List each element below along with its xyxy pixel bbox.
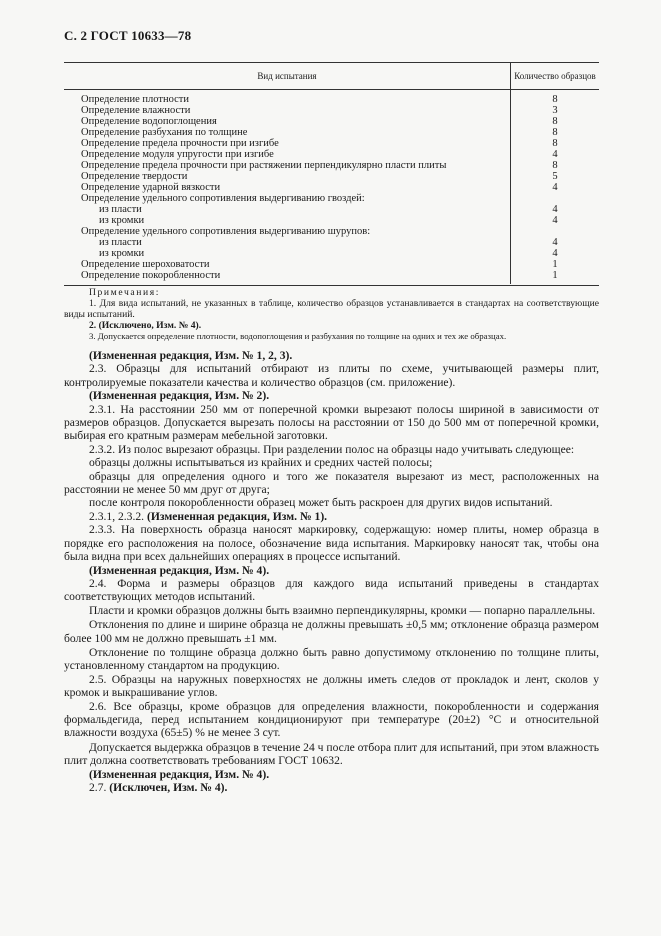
test-type-cell: Определение удельного сопротивления выдергиванию шурупов:	[81, 226, 371, 237]
sample-count-cell: 4	[511, 215, 600, 226]
rule-cell	[511, 284, 600, 286]
edition-note-1	[64, 510, 599, 523]
note-2-text: 2. (Исключено, Изм. № 4).	[89, 320, 202, 331]
table-row	[64, 149, 599, 160]
clause-2-3-1: 2.3.1. На расстоянии 250 мм от поперечной кромки вырезают полосы шириной в зависимости от размеров образцов. Допускается вырезать полосы на расстоянии от 150 до 500 мм от поперечной кромки, выбирая его кратным размерам мебельной заготовки.	[64, 402, 599, 443]
test-type-cell: из пласти	[99, 237, 142, 248]
sample-count-cell: 4	[511, 237, 600, 248]
sample-count-cell: 4	[511, 149, 600, 160]
test-type-cell: из кромки	[99, 248, 145, 259]
paragraph-edges: Пласти и кромки образцов должны быть взаимно перпендикулярны, кромки — попарно параллельны.	[89, 603, 596, 617]
page-header: С. 2 ГОСТ 10633—78	[64, 28, 192, 43]
sample-count-cell: 4	[511, 248, 600, 259]
column-header-test-type: Вид испытания	[64, 63, 511, 90]
edition-note-2	[64, 389, 599, 402]
rule-cell	[64, 284, 511, 286]
table-row	[64, 237, 599, 248]
table-row	[64, 160, 599, 171]
table-row	[64, 127, 599, 138]
test-type-cell: Определение предела прочности при растяжении перпендикулярно пласти плиты	[81, 160, 447, 171]
clause-ref: 2.7.	[89, 781, 107, 794]
test-type-cell: Определение влажности	[81, 105, 191, 116]
edition-note-1-2-3	[64, 349, 599, 362]
sample-count-cell: 5	[511, 171, 600, 182]
table-row	[64, 182, 599, 193]
table-notes	[64, 287, 599, 342]
table-row	[64, 138, 599, 149]
sample-count-cell: 8	[511, 90, 600, 106]
table-row	[64, 171, 599, 182]
document-body	[64, 349, 599, 794]
table-row	[64, 215, 599, 226]
table-row	[64, 90, 599, 106]
test-type-cell: Определение удельного сопротивления выдергиванию гвоздей:	[81, 193, 365, 204]
clause-ref: 2.3.1, 2.3.2.	[89, 509, 145, 523]
edition-note-4b	[64, 768, 599, 781]
table-row	[64, 226, 599, 237]
column-header-sample-count: Количество образцов	[511, 63, 600, 90]
list-item: после контроля покоробленности образец может быть раскроен для других видов испытаний.	[89, 496, 553, 510]
test-type-cell: Определение твердости	[81, 171, 188, 182]
test-type-cell: Определение модуля упругости при изгибе	[81, 149, 274, 160]
edition-note-text: (Измененная редакция, Изм. № 4).	[89, 767, 270, 781]
note-1: 1. Для вида испытаний, не указанных в таблице, количество образцов устанавливается в стандартах на соответствующие виды испытаний.	[64, 298, 599, 320]
clause-2-5: 2.5. Образцы на наружных поверхностях не должны иметь следов от прокладок и лент, сколов у кромок и выкрашивание углов.	[64, 672, 599, 700]
test-type-cell: из кромки	[99, 215, 145, 226]
table-row	[64, 259, 599, 270]
edition-note-text: (Измененная редакция, Изм. № 2).	[89, 389, 270, 403]
edition-note-text: (Измененная редакция, Изм. № 4).	[89, 563, 270, 577]
table-header-row	[64, 63, 599, 90]
table-body	[64, 90, 599, 286]
table-row	[64, 248, 599, 259]
test-type-cell: Определение шероховатости	[81, 259, 210, 270]
sample-count-cell: 8	[511, 116, 600, 127]
test-type-cell: Определение ударной вязкости	[81, 182, 221, 193]
sample-count-cell: 4	[511, 182, 600, 193]
edition-note-text: (Измененная редакция, Изм. № 1, 2, 3).	[89, 349, 293, 362]
clause-2-6: 2.6. Все образцы, кроме образцов для определения влажности, покоробленности и содержания формальдегида, перед испытанием кондиционируют при температуре (20±2) °C и относительной влажности воздуха (65±5) % не менее 3 сут.	[64, 699, 599, 740]
test-type-cell: Определение предела прочности при изгибе	[81, 138, 279, 149]
table-row	[64, 105, 599, 116]
table-row	[64, 193, 599, 204]
sample-count-cell: 3	[511, 105, 600, 116]
sample-count-cell: 4	[511, 204, 600, 215]
list-item: образцы для определения одного и того же показателя вырезают из мест, расположенных на расстоянии не менее 50 мм друг от друга;	[64, 469, 599, 497]
clause-2-3-2: 2.3.2. Из полос вырезают образцы. При разделении полос на образцы надо учитывать следующее:	[89, 442, 575, 456]
sample-count-cell: 1	[511, 259, 600, 270]
edition-note-4a	[64, 564, 599, 577]
sample-count-cell: 8	[511, 160, 600, 171]
table-row	[64, 204, 599, 215]
test-type-cell: Определение плотности	[81, 94, 189, 105]
test-type-cell: Определение разбухания по толщине	[81, 127, 248, 138]
sample-count-cell	[511, 226, 600, 237]
sample-count-table	[64, 62, 599, 286]
clause-2-3: 2.3. Образцы для испытаний отбирают из плиты по схеме, учитывающей размеры плит, контролируемые показатели качества и количество образцов (см. приложение).	[64, 362, 599, 389]
paragraph-deviation-thickness: Отклонение по толщине образца должно быть равно допустимому отклонению по толщине плиты, установленному стандартом на продукцию.	[64, 645, 599, 673]
paragraph-deviation-length: Отклонения по длине и ширине образца не должны превышать ±0,5 мм; отклонение образца размером более 100 мм не должно превышать ±1 мм.	[64, 618, 599, 645]
note-2	[64, 320, 599, 331]
table-bottom-rule	[64, 284, 599, 286]
table-row	[64, 116, 599, 127]
sample-count-cell	[511, 193, 600, 204]
clause-2-7-text: (Исключен, Изм. № 4).	[109, 781, 228, 794]
list-item: образцы должны испытываться из крайних и средних частей полосы;	[89, 456, 433, 470]
paragraph-holding: Допускается выдержка образцов в течение 24 ч после отбора плит для испытаний, при этом влажность плит должна соответствовать требованиям ГОСТ 10632.	[64, 740, 599, 768]
notes-title: Примечания:	[89, 287, 160, 298]
test-type-cell: из пласти	[99, 204, 142, 215]
edition-note-text: (Измененная редакция, Изм. № 1).	[146, 509, 328, 523]
sample-count-cell: 8	[511, 138, 600, 149]
test-type-cell: Определение покоробленности	[81, 270, 221, 281]
test-type-cell: Определение водопоглощения	[81, 116, 217, 127]
clause-2-3-3: 2.3.3. На поверхность образца наносят маркировку, содержащую: номер плиты, номер образца в порядке его расположения на полосе, обозначение вида испытания. Маркировку наносят так, чтобы она была видна при всех дальнейших операциях в процессе испытаний.	[64, 523, 599, 564]
clause-2-4: 2.4. Форма и размеры образцов для каждого вида испытаний приведены в стандартах соответствующих методов испытаний.	[64, 576, 599, 604]
note-3: 3. Допускается определение плотности, водопоглощения и разбухания по толщине на одних и тех же образцах.	[89, 331, 507, 341]
sample-count-cell: 1	[511, 270, 600, 284]
sample-count-cell: 8	[511, 127, 600, 138]
table-row	[64, 270, 599, 284]
clause-2-7	[64, 781, 599, 794]
